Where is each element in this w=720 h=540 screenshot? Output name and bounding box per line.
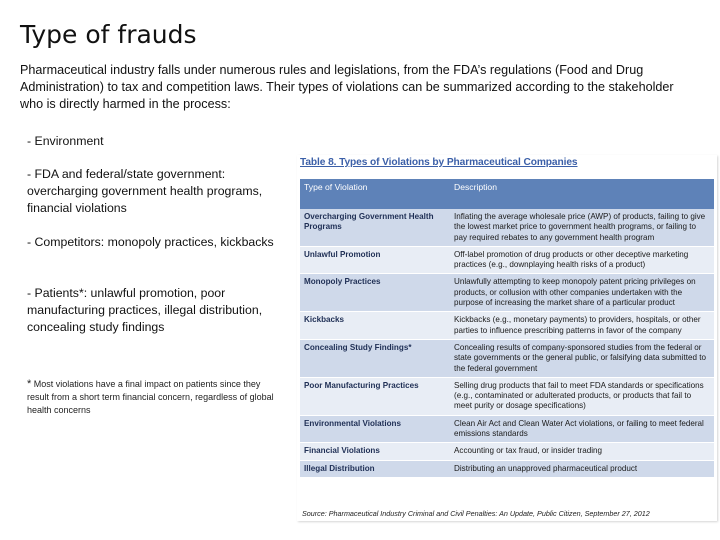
table-row xyxy=(300,443,714,460)
table-row xyxy=(300,460,714,477)
violation-description: Unlawfully attempting to keep monopoly patent pricing privileges on products, or collusion with other companies undertaken with the purpose of increasing the market share of a particular product xyxy=(450,274,714,312)
violation-description: Distributing an unapproved pharmaceutical product xyxy=(450,460,714,477)
violation-type: Financial Violations xyxy=(300,443,450,460)
violation-type: Concealing Study Findings* xyxy=(300,339,450,377)
bullet-competitors: - Competitors: monopoly practices, kickbacks xyxy=(27,235,274,249)
violation-type: Monopoly Practices xyxy=(300,274,450,312)
header-type: Type of Violation xyxy=(300,179,450,209)
violation-description: Selling drug products that fail to meet FDA standards or specifications (e.g., contaminated or adulterated products, or products that fail to meet purity or dosage specifications) xyxy=(450,377,714,415)
table-row xyxy=(300,209,714,246)
bullet-patients: - Patients*: unlawful promotion, poor manufacturing practices, illegal distribution, concealing study findings xyxy=(27,286,263,334)
violation-description: Off-label promotion of drug products or other deceptive marketing practices (e.g., downplaying health risks of a product) xyxy=(450,246,714,274)
table-row xyxy=(300,377,714,415)
footnote-text: Most violations have a final impact on patients since they result from a short term financial concern, regardless of global health concerns xyxy=(27,379,274,415)
table-row xyxy=(300,339,714,377)
page-title: Type of frauds xyxy=(20,20,197,49)
header-description: Description xyxy=(450,179,714,209)
violation-description: Clean Air Act and Clean Water Act violations, or failing to meet federal emissions standards xyxy=(450,415,714,443)
violation-description: Kickbacks (e.g., monetary payments) to providers, hospitals, or other parties to influence prescribing patterns in favor of the company xyxy=(450,312,714,340)
violation-type: Overcharging Government Health Programs xyxy=(300,209,450,246)
table-source: Source: Pharmaceutical Industry Criminal and Civil Penalties: An Update, Public Citizen, September 27, 2012 xyxy=(302,509,650,518)
violation-type: Unlawful Promotion xyxy=(300,246,450,274)
table-header-row xyxy=(300,179,714,209)
violations-table-figure xyxy=(297,155,717,521)
violation-description: Accounting or tax fraud, or insider trading xyxy=(450,443,714,460)
footnote-star: * xyxy=(27,378,32,390)
table-row xyxy=(300,274,714,312)
violation-type: Kickbacks xyxy=(300,312,450,340)
table-title: Table 8. Types of Violations by Pharmaceutical Companies xyxy=(300,157,578,168)
bullet-fda-government: - FDA and federal/state government: overcharging government health programs, financial violations xyxy=(27,167,263,215)
violation-type: Environmental Violations xyxy=(300,415,450,443)
table-row xyxy=(300,415,714,443)
violation-description: Inflating the average wholesale price (AWP) of products, failing to give the lowest market price to government health programs, or failing to pay required rebates to any government health program xyxy=(450,209,714,246)
bullet-environment: - Environment xyxy=(27,134,104,148)
table-row xyxy=(300,246,714,274)
intro-paragraph: Pharmaceutical industry falls under numerous rules and legislations, from the FDA’s regulations (Food and Drug Administration) to tax and competition laws. Their types of violations can be summarized according to the stakeholder who is directly harmed in the process: xyxy=(20,63,674,111)
violation-type: Illegal Distribution xyxy=(300,460,450,477)
footnote xyxy=(27,378,277,417)
violations-table xyxy=(300,179,714,478)
violation-description: Concealing results of company-sponsored studies from the federal or state governments or the general public, or falsifying data submitted to the federal government xyxy=(450,339,714,377)
table-row xyxy=(300,312,714,340)
violation-type: Poor Manufacturing Practices xyxy=(300,377,450,415)
